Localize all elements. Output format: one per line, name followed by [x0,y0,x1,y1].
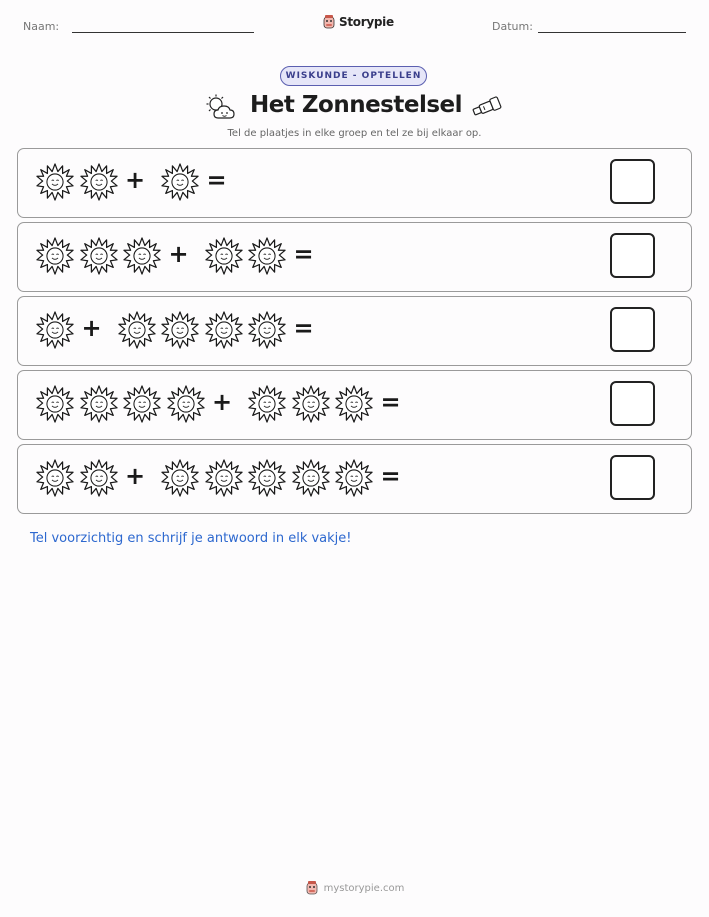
plus-sign: + [168,240,189,268]
sun-icon [292,459,330,497]
equals-sign: = [293,240,314,268]
answer-box[interactable] [610,307,655,352]
date-label: Datum: [492,20,533,33]
sun-icon [80,385,118,423]
sun-icon [248,311,286,349]
sun-icon [123,237,161,275]
sun-icon [123,385,161,423]
sun-icon [80,459,118,497]
sun-icon [335,385,373,423]
problem-row-2 [17,222,692,292]
sun-icon [80,237,118,275]
sun-icon [36,237,74,275]
brand-logo [322,14,394,30]
sun-icon [167,385,205,423]
sun-cloud-icon [206,94,238,122]
subject-tag: WISKUNDE - OPTELLEN [280,66,427,86]
plus-sign: + [81,314,102,342]
answer-box[interactable] [610,233,655,278]
plus-sign: + [212,388,233,416]
sun-icon [205,459,243,497]
sun-icon [36,385,74,423]
answer-box[interactable] [610,455,655,500]
sun-icon [118,311,156,349]
title-row [0,90,709,126]
mascot-icon [322,14,336,30]
instructions: Tel de plaatjes in elke groep en tel ze bij elkaar op. [227,128,482,139]
name-line[interactable] [72,32,254,33]
worksheet-header [0,0,709,50]
sun-icon [205,311,243,349]
footer-url: mystorypie.com [323,882,405,894]
sun-icon [161,459,199,497]
tip-note: Tel voorzichtig en schrijf je antwoord in elk vakje! [30,531,352,546]
sun-icon [248,237,286,275]
plus-sign: + [125,166,146,194]
sun-icon [248,385,286,423]
equals-sign: = [206,166,227,194]
problem-row-4 [17,370,692,440]
sun-icon [161,163,199,201]
equals-sign: = [293,314,314,342]
sun-icon [36,459,74,497]
sun-icon [80,163,118,201]
sun-icon [335,459,373,497]
plus-sign: + [125,462,146,490]
brand-name: Storypie [339,15,394,29]
problem-row-1 [17,148,692,218]
name-label: Naam: [23,20,60,33]
sun-icon [205,237,243,275]
mascot-icon [305,880,319,896]
sun-icon [36,311,74,349]
sun-icon [292,385,330,423]
answer-box[interactable] [610,159,655,204]
sun-icon [248,459,286,497]
equals-sign: = [380,462,401,490]
sun-icon [36,163,74,201]
page-title: Het Zonnestelsel [250,92,463,118]
problem-row-3 [17,296,692,366]
sun-icon [161,311,199,349]
footer [0,880,709,896]
telescope-icon [470,96,504,118]
problem-row-5 [17,444,692,514]
date-line[interactable] [538,32,686,33]
equals-sign: = [380,388,401,416]
answer-box[interactable] [610,381,655,426]
